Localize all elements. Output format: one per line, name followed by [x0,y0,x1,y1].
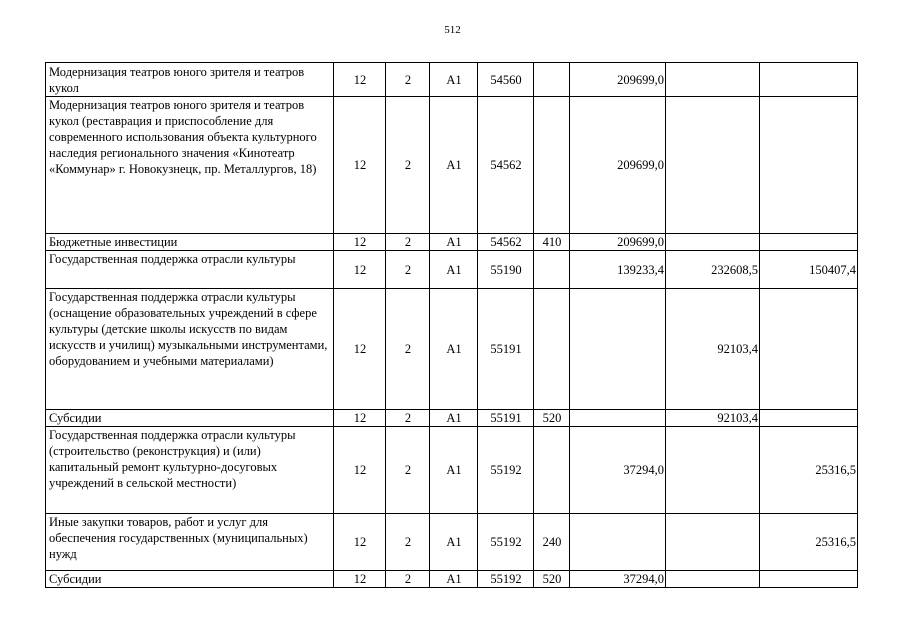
program-cell: А1 [430,571,478,588]
row-name-cell: Бюджетные инвестиции [46,234,334,251]
expense-type-cell: 240 [534,514,570,571]
expense-type-cell [534,63,570,97]
code-cell: 55191 [478,410,534,427]
row-name-cell: Субсидии [46,410,334,427]
sum-year3-cell: 150407,4 [760,251,858,289]
sum-year2-cell [666,571,760,588]
sum-year1-cell: 37294,0 [570,571,666,588]
program-cell: А1 [430,427,478,514]
sum-year2-cell: 92103,4 [666,410,760,427]
expense-type-cell: 410 [534,234,570,251]
table-row [46,514,858,571]
sum-year1-cell: 209699,0 [570,234,666,251]
code-cell: 54562 [478,234,534,251]
sum-year2-cell: 92103,4 [666,289,760,410]
table-row [46,63,858,97]
sum-year1-cell [570,514,666,571]
table-row [46,234,858,251]
expense-type-cell: 520 [534,410,570,427]
row-name-cell: Государственная поддержка отрасли культуры (строительство (реконструкция) и (или) капитальный ремонт культурно-досуговых учреждений в сельской местности) [46,427,334,514]
expense-type-cell: 520 [534,571,570,588]
section-cell: 12 [334,97,386,234]
row-name-cell: Государственная поддержка отрасли культуры (оснащение образовательных учреждений в сфере культуры (детские школы искусств по видам искусств и училищ) музыкальными инструментами, оборудованием и учебными материалами) [46,289,334,410]
sum-year1-cell [570,410,666,427]
sum-year2-cell [666,234,760,251]
sum-year3-cell [760,289,858,410]
subsection-cell: 2 [386,289,430,410]
sum-year1-cell: 139233,4 [570,251,666,289]
sum-year3-cell [760,571,858,588]
section-cell: 12 [334,63,386,97]
table-row [46,427,858,514]
code-cell: 55192 [478,427,534,514]
code-cell: 55191 [478,289,534,410]
sum-year3-cell: 25316,5 [760,514,858,571]
program-cell: А1 [430,234,478,251]
program-cell: А1 [430,514,478,571]
subsection-cell: 2 [386,251,430,289]
sum-year2-cell [666,514,760,571]
sum-year2-cell [666,427,760,514]
sum-year2-cell [666,63,760,97]
table-row [46,410,858,427]
code-cell: 55192 [478,571,534,588]
sum-year3-cell: 25316,5 [760,427,858,514]
row-name-cell: Модернизация театров юного зрителя и театров кукол [46,63,334,97]
section-cell: 12 [334,289,386,410]
table-row [46,251,858,289]
row-name-cell: Иные закупки товаров, работ и услуг для обеспечения государственных (муниципальных) нужд [46,514,334,571]
subsection-cell: 2 [386,571,430,588]
subsection-cell: 2 [386,97,430,234]
code-cell: 55192 [478,514,534,571]
subsection-cell: 2 [386,410,430,427]
budget-table [45,62,858,588]
program-cell: А1 [430,289,478,410]
program-cell: А1 [430,97,478,234]
section-cell: 12 [334,234,386,251]
sum-year2-cell [666,97,760,234]
sum-year1-cell: 37294,0 [570,427,666,514]
expense-type-cell [534,97,570,234]
sum-year1-cell: 209699,0 [570,97,666,234]
subsection-cell: 2 [386,63,430,97]
program-cell: А1 [430,251,478,289]
section-cell: 12 [334,427,386,514]
program-cell: А1 [430,63,478,97]
row-name-cell: Модернизация театров юного зрителя и театров кукол (реставрация и приспособление для современного использования объекта культурного наследия регионального значения «Кинотеатр «Коммунар» г. Новокузнецк, пр. Металлургов, 18) [46,97,334,234]
program-cell: А1 [430,410,478,427]
code-cell: 55190 [478,251,534,289]
code-cell: 54562 [478,97,534,234]
row-name-cell: Государственная поддержка отрасли культуры [46,251,334,289]
subsection-cell: 2 [386,514,430,571]
subsection-cell: 2 [386,427,430,514]
page-number: 512 [444,24,461,36]
expense-type-cell [534,289,570,410]
sum-year3-cell [760,410,858,427]
section-cell: 12 [334,410,386,427]
sum-year1-cell: 209699,0 [570,63,666,97]
sum-year1-cell [570,289,666,410]
expense-type-cell [534,251,570,289]
table-body [46,63,858,588]
section-cell: 12 [334,251,386,289]
table-row [46,571,858,588]
sum-year3-cell [760,97,858,234]
section-cell: 12 [334,571,386,588]
subsection-cell: 2 [386,234,430,251]
row-name-cell: Субсидии [46,571,334,588]
sum-year3-cell [760,234,858,251]
code-cell: 54560 [478,63,534,97]
expense-type-cell [534,427,570,514]
table-row [46,97,858,234]
table-row [46,289,858,410]
sum-year2-cell: 232608,5 [666,251,760,289]
section-cell: 12 [334,514,386,571]
sum-year3-cell [760,63,858,97]
